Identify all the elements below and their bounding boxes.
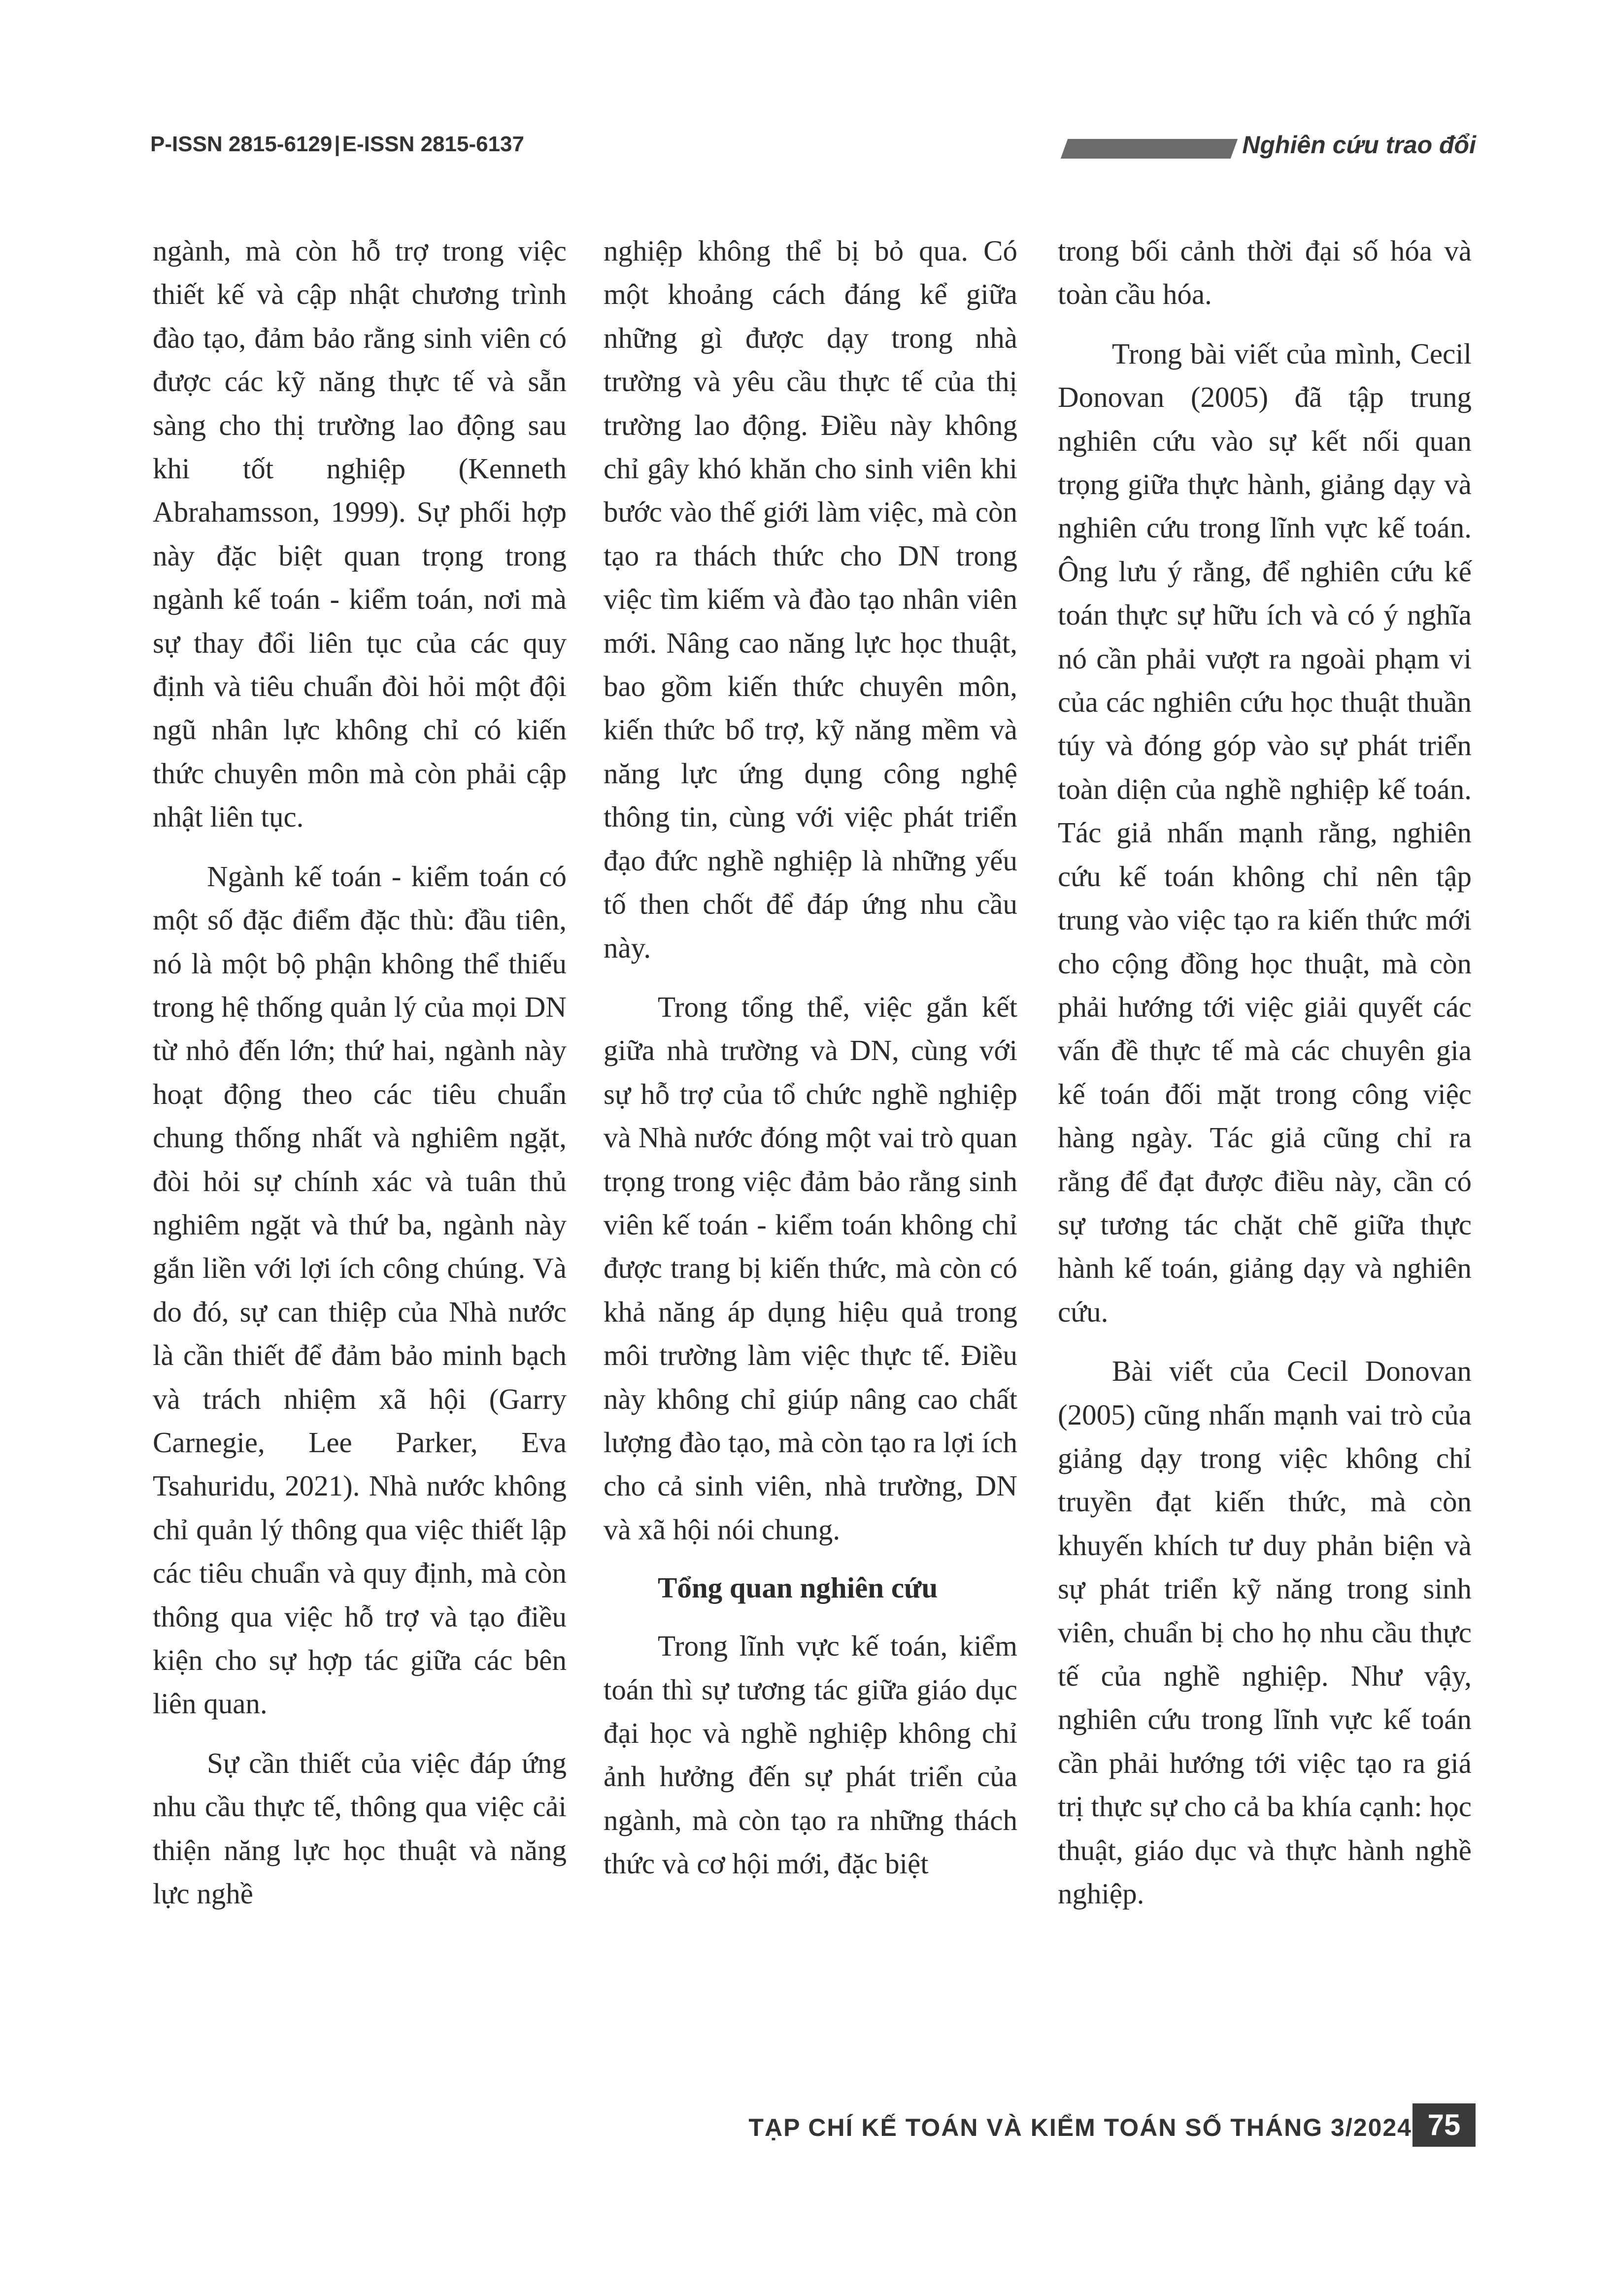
section-heading: Tổng quan nghiên cứu [658, 1571, 938, 1604]
paragraph: Trong tổng thể, việc gắn kết giữa nhà trường và DN, cùng với sự hỗ trợ của tổ chức nghề nghiệp và Nhà nước đóng một vai trò quan trọng trong việc đảm bảo rằng sinh viên kế toán - kiểm toán không chỉ được trang bị kiến thức, mà còn có khả năng áp dụng hiệu quả trong môi trường làm việc thực tế. Điều này không chỉ giúp nâng cao chất lượng đào tạo, mà còn tạo ra lợi ích cho cả sinh viên, nhà trường, DN và xã hội nói chung. [604, 990, 1017, 1546]
electronic-issn: E-ISSN 2815-6137 [342, 132, 524, 156]
paragraph: trong bối cảnh thời đại số hóa và toàn cầu hóa. [1058, 234, 1472, 311]
section-title: Nghiên cứu trao đổi [1242, 131, 1476, 159]
paragraph: ngành, mà còn hỗ trợ trong việc thiết kế và cập nhật chương trình đào tạo, đảm bảo rằng sinh viên có được các kỹ năng thực tế và sẵn sàng cho thị trường lao động sau khi tốt nghiệp (Kenneth Abrahamsson, 1999). Sự phối hợp này đặc biệt quan trọng trong ngành kế toán - kiểm toán, nơi mà sự thay đổi liên tục của các quy định và tiêu chuẩn đòi hỏi một đội ngũ nhân lực không chỉ có kiến thức chuyên môn mà còn phải cập nhật liên tục. [153, 234, 567, 833]
paragraph: Bài viết của Cecil Donovan (2005) cũng nhấn mạnh vai trò của giảng dạy trong việc không chỉ truyền đạt kiến thức, mà còn khuyến khích tư duy phản biện và sự phát triển kỹ năng trong sinh viên, chuẩn bị cho họ nhu cầu thực tế của nghề nghiệp. Như vậy, nghiên cứu trong lĩnh vực kế toán cần phải hướng tới việc tạo ra giá trị thực sự cho cả ba khía cạnh: học thuật, giáo dục và thực hành nghề nghiệp. [1058, 1355, 1472, 1910]
journal-footer-title: TẠP CHÍ KẾ TOÁN VÀ KIỂM TOÁN SỐ THÁNG 3/2024 [748, 2114, 1412, 2141]
header-decorative-bar [1061, 139, 1238, 159]
page-number: 75 [1412, 2103, 1476, 2147]
paragraph: Ngành kế toán - kiểm toán có một số đặc điểm đặc thù: đầu tiên, nó là một bộ phận không thể thiếu trong hệ thống quản lý của mọi DN từ nhỏ đến lớn; thứ hai, ngành này hoạt động theo các tiêu chuẩn chung thống nhất và nghiêm ngặt, đòi hỏi sự chính xác và tuân thủ nghiêm ngặt và thứ ba, ngành này gắn liền với lợi ích công chúng. Và do đó, sự can thiệp của Nhà nước là cần thiết để đảm bảo minh bạch và trách nhiệm xã hội (Garry Carnegie, Lee Parker, Eva Tsahuridu, 2021). Nhà nước không chỉ quản lý thông qua việc thiết lập các tiêu chuẩn và quy định, mà còn thông qua việc hỗ trợ và tạo điều kiện cho sự hợp tác giữa các bên liên quan. [153, 860, 567, 1720]
paragraph: Sự cần thiết của việc đáp ứng nhu cầu thực tế, thông qua việc cải thiện năng lực học thuật và năng lực nghề [153, 1746, 567, 1910]
issn-line [150, 132, 524, 157]
text-column-3 [1058, 229, 1472, 1915]
text-column-1 [153, 229, 567, 1915]
paragraph: Trong bài viết của mình, Cecil Donovan (2005) đã tập trung nghiên cứu vào sự kết nối quan trọng giữa thực hành, giảng dạy và nghiên cứu trong lĩnh vực kế toán. Ông lưu ý rằng, để nghiên cứu kế toán thực sự hữu ích và có ý nghĩa nó cần phải vượt ra ngoài phạm vi của các nghiên cứu học thuật thuần túy và đóng góp vào sự phát triển toàn diện của nghề nghiệp kế toán. Tác giả nhấn mạnh rằng, nghiên cứu kế toán không chỉ nên tập trung vào việc tạo ra kiến thức mới cho cộng đồng học thuật, mà còn phải hướng tới việc giải quyết các vấn đề thực tế mà các chuyên gia kế toán đối mặt trong công việc hàng ngày. Tác giả cũng chỉ ra rằng để đạt được điều này, cần có sự tương tác chặt chẽ giữa thực hành kế toán, giảng dạy và nghiên cứu. [1058, 337, 1472, 1328]
paragraph: nghiệp không thể bị bỏ qua. Có một khoảng cách đáng kể giữa những gì được dạy trong nhà trường và yêu cầu thực tế của thị trường lao động. Điều này không chỉ gây khó khăn cho sinh viên khi bước vào thế giới làm việc, mà còn tạo ra thách thức cho DN trong việc tìm kiếm và đào tạo nhân viên mới. Nâng cao năng lực học thuật, bao gồm kiến thức chuyên môn, kiến thức bổ trợ, kỹ năng mềm và năng lực ứng dụng công nghệ thông tin, cùng với việc phát triển đạo đức nghề nghiệp là những yếu tố then chốt để đáp ứng nhu cầu này. [604, 234, 1017, 964]
print-issn: P-ISSN 2815-6129 [150, 132, 333, 156]
paragraph: Trong lĩnh vực kế toán, kiểm toán thì sự tương tác giữa giáo dục đại học và nghề nghiệp không chỉ ảnh hưởng đến sự phát triển của ngành, mà còn tạo ra những thách thức và cơ hội mới, đặc biệt [604, 1630, 1017, 1880]
issn-separator: | [334, 132, 340, 156]
text-column-2 [604, 229, 1017, 1886]
